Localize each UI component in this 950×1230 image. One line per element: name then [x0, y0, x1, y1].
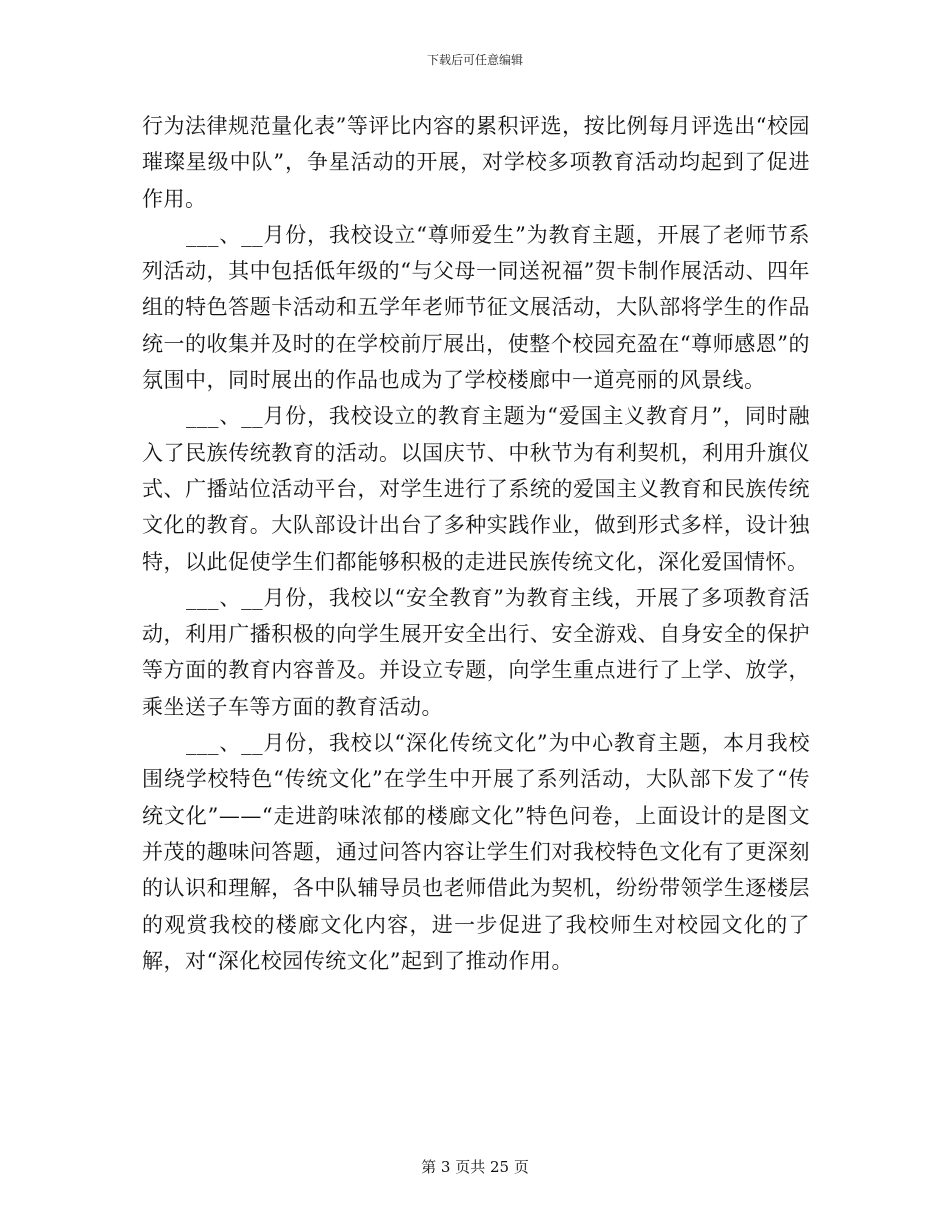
paragraph-patriotism: ___、__月份，我校设立的教育主题为“爱国主义教育月”，同时融入了民族传统教育的活动。以国庆节、中秋节为有利契机，利用升旗仪式、广播站位活动平台，对学生进行了系统的爱国主义教育和民族传统文化的教育。大队部设计出台了多种实践作业，做到形式多样，设计独特，以此促使学生们都能够积极的走进民族传统文化，深化爱国情怀。	[142, 404, 810, 574]
page-number-footer: 第 3 页共 25 页	[421, 1158, 529, 1176]
document-body	[142, 108, 810, 979]
paragraph-safety: ___、__月份，我校以“安全教育”为教育主线，开展了多项教育活动，利用广播积极的向学生展开安全出行、安全游戏、自身安全的保护等方面的教育内容普及。并设立专题，向学生重点进行了上学、放学，乘坐送子车等方面的教育活动。	[142, 585, 810, 719]
paragraph-continuation: 行为法律规范量化表”等评比内容的累积评选，按比例每月评选出“校园璀璨星级中队”，争星活动的开展，对学校多项教育活动均起到了促进作用。	[142, 114, 810, 211]
page-header: 下载后可任意编辑	[426, 53, 523, 67]
paragraph-traditional-culture: ___、__月份，我校以“深化传统文化”为中心教育主题，本月我校围绕学校特色“传统文化”在学生中开展了系列活动，大队部下发了“传统文化”——“走进韵味浓郁的楼廊文化”特色问卷，上面设计的是图文并茂的趣味问答题，通过问答内容让学生们对我校特色文化有了更深刻的认识和理解，各中队辅导员也老师借此为契机，纷纷带领学生逐楼层的观赏我校的楼廊文化内容，进一步促进了我校师生对校园文化的了解，对“深化校园传统文化”起到了推动作用。	[142, 731, 810, 973]
paragraph-teacher-day: ___、__月份，我校设立“尊师爱生”为教育主题，开展了老师节系列活动，其中包括低年级的“与父母一同送祝福”贺卡制作展活动、四年组的特色答题卡活动和五学年老师节征文展活动，大队部将学生的作品统一的收集并及时的在学校前厅展出，使整个校园充盈在“尊师感恩”的氛围中，同时展出的作品也成为了学校楼廊中一道亮丽的风景线。	[142, 222, 810, 393]
